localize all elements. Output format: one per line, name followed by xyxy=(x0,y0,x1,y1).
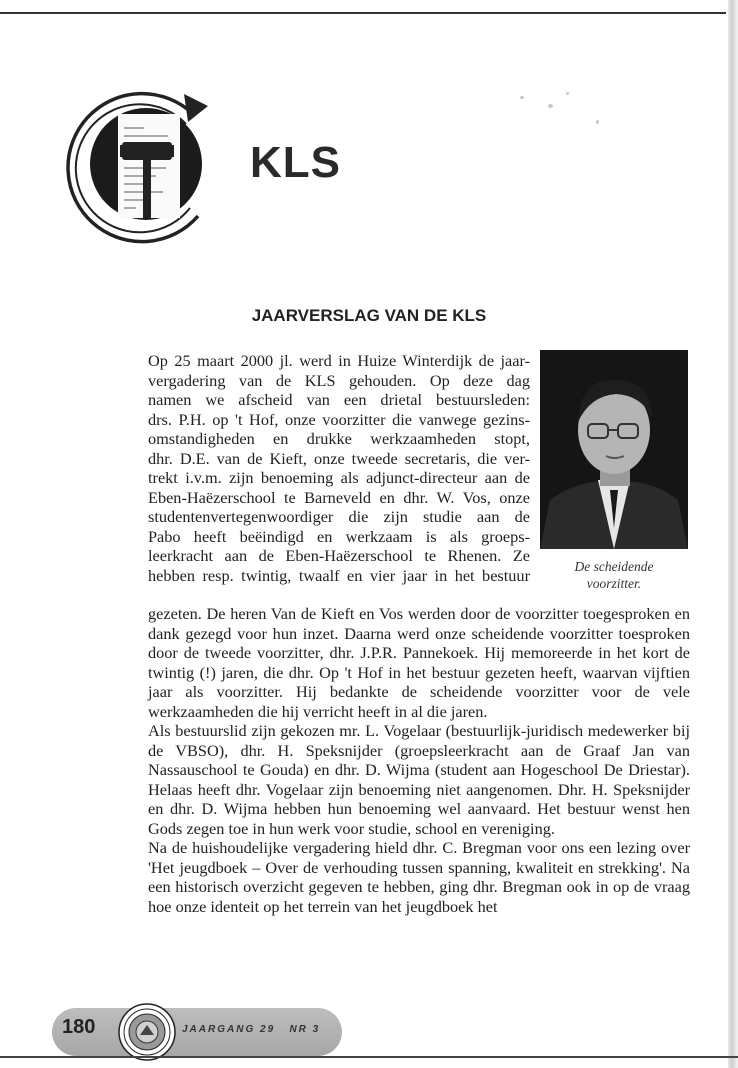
text-line: dhr. D.E. van de Kieft, onze tweede secretaris, die ver- xyxy=(148,448,530,468)
text-line: omstandigheden en drukke werkzaamheden stopt, xyxy=(148,429,530,448)
text-line: vergadering van de KLS gehouden. Op deze dag xyxy=(148,370,530,390)
paragraph: gezeten. De heren Van de Kieft en Vos werden door de voorzitter toegesproken en dank gezegd voor hun inzet. Daarna werd onze scheidende voorzitter toesproken door de tweede voorzitter, dhr. J.P.R. Pannekoek. Hij memoreerde in het kort de twintig (!) jaren, die dhr. Op 't Hof in het bestuur gezeten heeft, waarvan vijftien jaar als voorzitter. Hij bedankte de scheidende voorzitter voor de vele werkzaamheden die hij verricht heeft in al die jaren. xyxy=(148,604,690,721)
text-line: namen we afscheid van een drietal bestuursleden: xyxy=(148,390,530,409)
caption-line: De scheidende xyxy=(574,559,654,574)
logo-arrow-head xyxy=(184,94,208,122)
text-line: Op 25 maart 2000 jl. werd in Huize Winterdijk de jaar- xyxy=(148,351,530,370)
page-number: 180 xyxy=(62,1016,96,1038)
paragraph: Na de huishoudelijke vergadering hield dhr. C. Bregman voor ons een lezing over 'Het jeugdboek – Over de verhouding tussen spanning, kwaliteit en strekking'. Na een historisch overzicht gegeven te hebben, ging dhr. Bregman ook in op de vraag hoe onze identeit op het terrein van het jeugdboek het xyxy=(148,838,690,916)
text-line: leerkracht aan de Eben-Haëzerschool te Rhenen. Ze xyxy=(148,546,530,565)
top-rule xyxy=(0,12,726,14)
bottom-rule xyxy=(0,1056,738,1058)
page-title: KLS xyxy=(250,138,341,187)
text-line: hebben resp. twintig, twaalf en vier jaar in het bestuur xyxy=(148,565,530,585)
article-heading: JAARVERSLAG VAN DE KLS xyxy=(251,306,487,325)
journal-label: JAARGANG 29 NR 3 xyxy=(182,1024,321,1035)
page-binding-edge xyxy=(728,0,738,1068)
text-line: drs. P.H. op 't Hof, onze voorzitter die vanwege gezins- xyxy=(148,409,530,429)
kls-logo xyxy=(48,84,218,250)
caption-line: voorzitter. xyxy=(586,576,642,591)
article-intro xyxy=(148,351,530,585)
text-line: studentenvertegenwoordiger die zijn studie aan de xyxy=(148,507,530,526)
paragraph: Als bestuurslid zijn gekozen mr. L. Vogelaar (bestuurlijk-juridisch medewerker bij de VBSO), dhr. H. Speksnijder (groepsleerkracht aan de Graaf Jan van Nassauschool te Gouda) en dhr. D. Wijma (student aan Hogeschool De Driestar). Helaas heeft dhr. Vogelaar zijn benoeming niet aangenomen. Dhr. H. Speksnijder en dhr. D. Wijma hebben hun benoeming wel aanvaard. Het bestuur wenst hen Gods zegen toe in hun werk voor studie, school en vereniging. xyxy=(148,721,690,838)
journal-seal-icon xyxy=(118,1003,176,1061)
portrait-photo xyxy=(540,350,688,549)
article-body xyxy=(148,604,690,916)
photo-caption xyxy=(540,558,688,592)
text-line: Eben-Haëzerschool te Barneveld en dhr. W. Vos, onze xyxy=(148,487,530,507)
text-line: trekt i.v.m. zijn benoeming als adjunct-directeur aan de xyxy=(148,468,530,487)
text-line: Pabo heeft beëindigd en werkzaam is als groeps- xyxy=(148,526,530,546)
